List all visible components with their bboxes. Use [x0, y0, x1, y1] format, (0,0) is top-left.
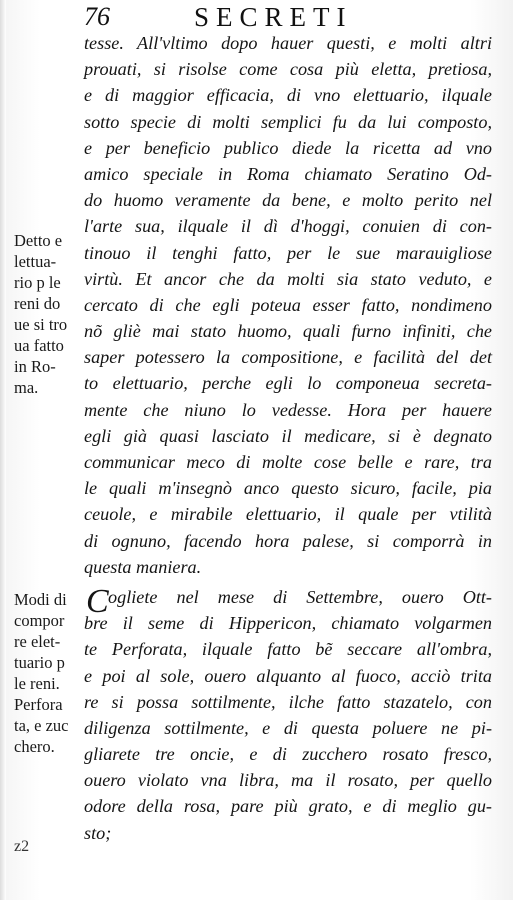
- text-line: di ognuno, facendo hora palese, si comporrà in: [84, 530, 492, 551]
- text-line: ceuole, e mirabile elettuario, il quale per vtilità: [84, 504, 492, 525]
- recipe-line: diligenza sottilmente, e di questa poluere ne pi-: [84, 717, 492, 738]
- text-line: prouati, si risolse come cosa più eletta, pretiosa,: [84, 59, 492, 80]
- recipe-line: re si possa sottilmente, ilche fatto stazatelo, con: [84, 691, 492, 712]
- margin-note-line: ta, e zuc: [14, 716, 69, 735]
- text-line: egli già quasi lasciato il medicare, si è degnato: [84, 425, 492, 446]
- text-line: saper potessero la compositione, e facilità del det: [84, 347, 492, 368]
- recipe-line: ouero violato vna libra, ma il rosato, per quello: [84, 770, 492, 791]
- main-text: [84, 30, 492, 846]
- text-line: tesse. All'vltimo dopo hauer questi, e molti altri: [84, 33, 492, 53]
- margin-note-line: re elet-: [14, 632, 61, 651]
- text-line: l'arte sua, ilquale il dì d'hoggi, conuien di con-: [84, 216, 492, 237]
- margin-note-line: chero.: [14, 737, 55, 756]
- recipe-line: odore della rosa, pare più grato, e di meglio gu-: [84, 796, 492, 817]
- margin-note-line: in Ro-: [14, 357, 56, 376]
- text-line: cercato di che egli poteua esser fatto, nondimeno: [84, 294, 492, 315]
- text-line: nõ gliè mai stato huomo, quali furno infiniti, che: [84, 321, 492, 342]
- recipe-line: ogliete nel mese di Settembre, ouero Ott-: [108, 586, 492, 607]
- margin-note-line: Perfora: [14, 695, 63, 714]
- recipe-first-line: [84, 582, 492, 620]
- margin-note-line: tuario p: [14, 653, 65, 672]
- recipe-line: bre il seme di Hippericon, chiamato volgarmen: [84, 613, 492, 634]
- text-line: amico speciale in Roma chiamato Seratino Od-: [84, 163, 492, 184]
- margin-note: [14, 230, 80, 398]
- text-line: sotto specie di molti semplici fu da lui composto,: [84, 111, 492, 132]
- margin-note-line: Modi di: [14, 590, 67, 609]
- text-line: mente che niuno lo vedesse. Hora per hauere: [84, 399, 492, 420]
- recipe-line: te Perforata, ilquale fatto bẽ seccare all'ombra,: [84, 639, 492, 660]
- page-number: 76: [84, 2, 110, 31]
- text-line: do huomo veramente da bene, e molto perito nel: [84, 190, 492, 211]
- margin-note-line: ue si tro: [14, 315, 68, 334]
- recipe-line: e poi al sole, ouero alquanto al fuoco, acciò trita: [84, 665, 492, 686]
- margin-note-line: rio p le: [14, 273, 61, 292]
- margin-note-line: reni do: [14, 294, 61, 313]
- margin-note-line: le reni.: [14, 674, 60, 693]
- recipe-line: gliarete tre oncie, e di zucchero rosato fresco,: [84, 744, 492, 765]
- margin-note-line: ma.: [14, 378, 39, 397]
- drop-cap: C: [86, 582, 109, 620]
- text-line: communicar meco di molte cose belle e rare, tra: [84, 452, 492, 472]
- margin-note-line: ua fatto: [14, 336, 64, 355]
- page-gutter-shadow: [0, 0, 6, 900]
- text-line: to elettuario, perche egli lo componeua secreta-: [84, 373, 492, 394]
- text-line: e per beneficio publico diede la ricetta ad vno: [84, 137, 492, 158]
- margin-note-line: Detto e: [14, 231, 63, 250]
- text-line: tinouo il tenghi fatto, per le sue marauigliose: [84, 242, 492, 263]
- text-line: le quali m'insegnò anco questo sicuro, facile, pia: [84, 478, 492, 499]
- margin-note: [14, 589, 80, 757]
- signature-mark: z2: [14, 838, 30, 855]
- recipe-line: sto;: [84, 822, 112, 843]
- text-line: virtù. Et ancor che da molti sia stato veduto, e: [84, 268, 492, 289]
- text-line: questa maniera.: [84, 556, 202, 577]
- running-head: SECRETI: [194, 2, 353, 32]
- margin-note-line: compor: [14, 611, 65, 630]
- margin-note-line: lettua-: [14, 252, 57, 271]
- text-line: e di maggior efficacia, di vno elettuario, ilquale: [84, 85, 492, 106]
